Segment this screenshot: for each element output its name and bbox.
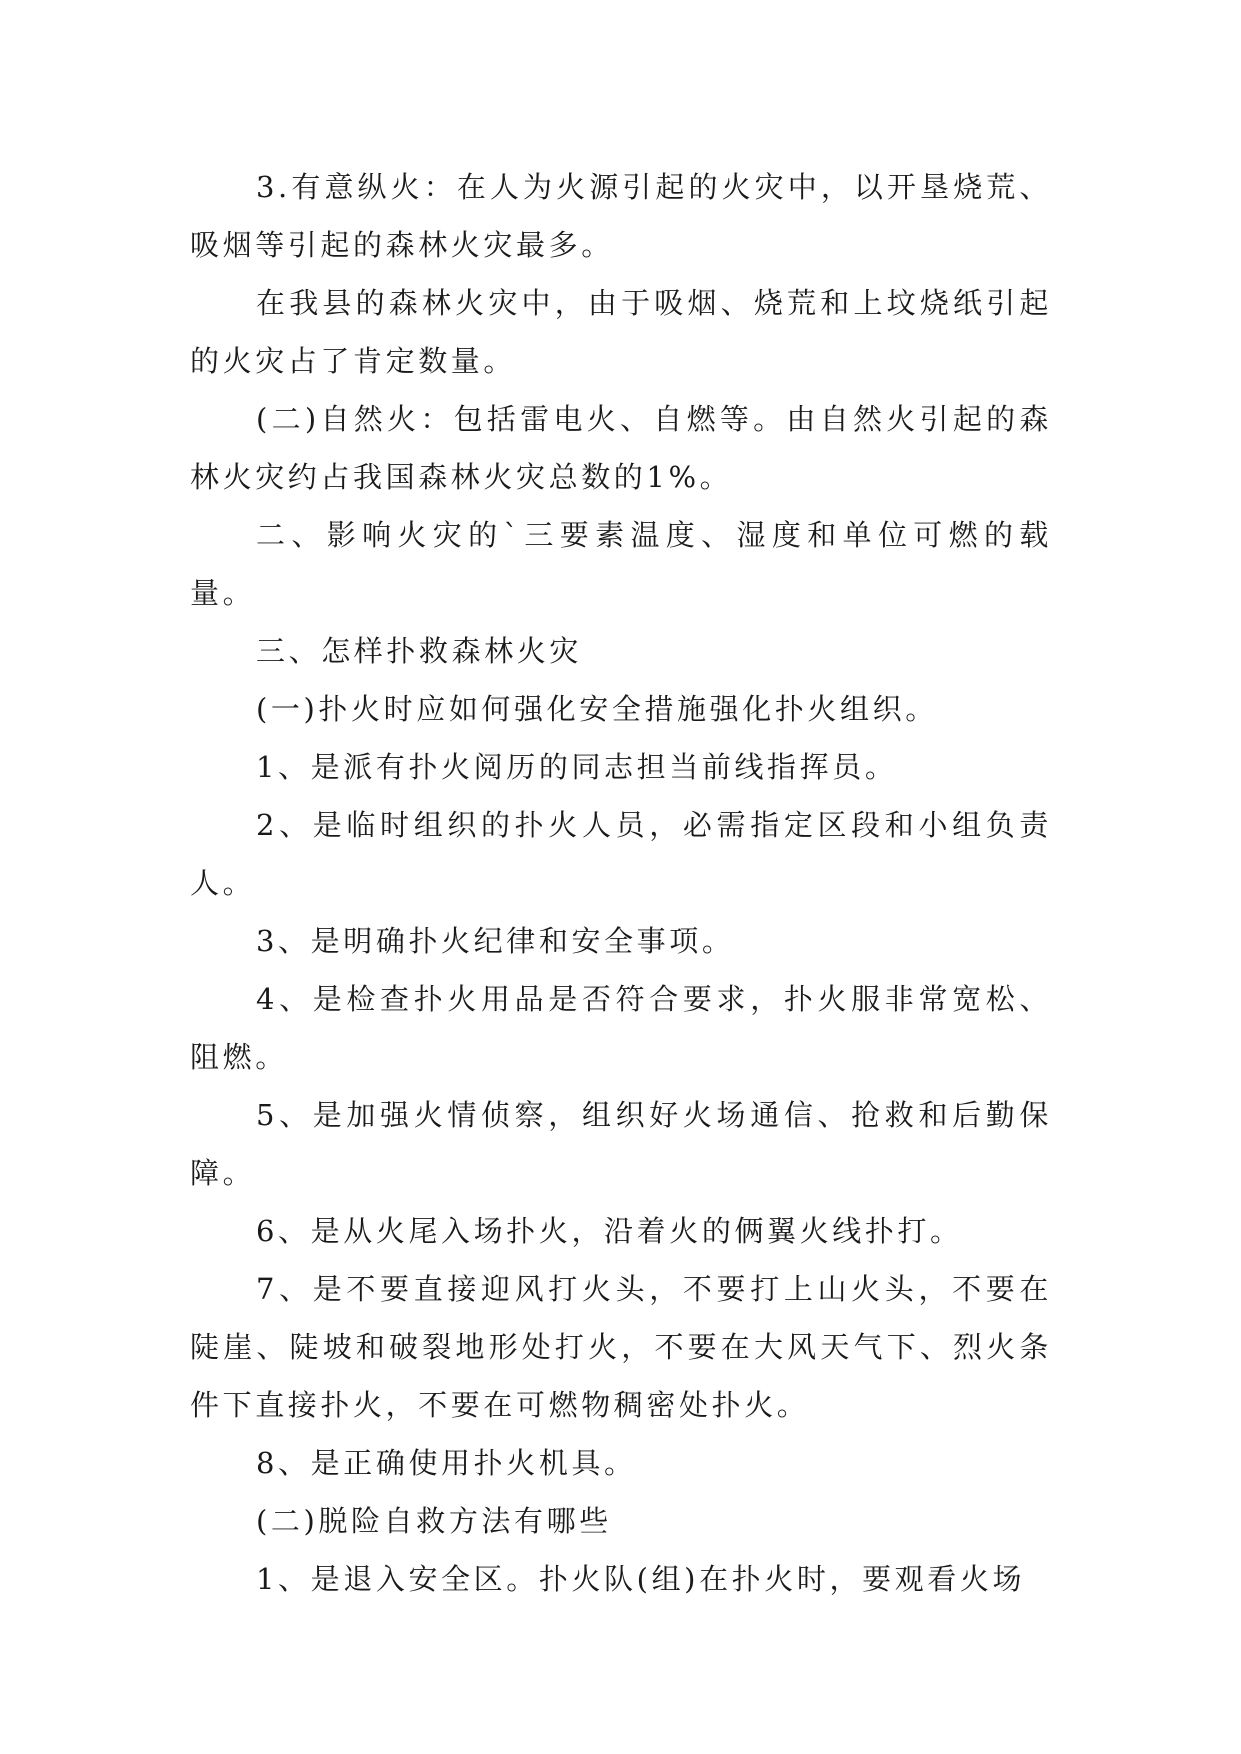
heading-how-to-fight: 三、怎样扑救森林火灾	[256, 634, 583, 668]
paragraph-natural-fire: (二)自然火：包括雷电火、自燃等。由自然火引起的森林火灾约占我国森林火灾总数的1%。	[190, 402, 1052, 494]
list-item-1: 1、是派有扑火阅历的同志担当前线指挥员。	[256, 750, 898, 784]
paragraph-county-fires: 在我县的森林火灾中，由于吸烟、烧荒和上坟烧纸引起的火灾占了肯定数量。	[190, 286, 1052, 378]
subheading-safety-measures: (一)扑火时应如何强化安全措施强化扑火组织。	[256, 692, 938, 726]
list-item-3: 3、是明确扑火纪律和安全事项。	[256, 924, 735, 958]
list-item-escape-1: 1、是退入安全区。扑火队(组)在扑火时，要观看火场	[256, 1562, 1026, 1596]
list-item-2: 2、是临时组织的扑火人员，必需指定区段和小组负责人。	[190, 808, 1052, 900]
paragraph-arson: 3.有意纵火：在人为火源引起的火灾中，以开垦烧荒、吸烟等引起的森林火灾最多。	[190, 170, 1052, 262]
list-item-4: 4、是检查扑火用品是否符合要求，扑火服非常宽松、阻燃。	[190, 982, 1052, 1074]
subheading-self-rescue: (二)脱险自救方法有哪些	[256, 1504, 612, 1538]
document-page	[190, 158, 1052, 1608]
heading-three-factors: 二、影响火灾的`三要素温度、湿度和单位可燃的载量。	[190, 518, 1052, 610]
list-item-6: 6、是从火尾入场扑火，沿着火的俩翼火线扑打。	[256, 1214, 963, 1248]
list-item-7: 7、是不要直接迎风打火头，不要打上山火头，不要在陡崖、陡坡和破裂地形处打火，不要在大风天气下、烈火条件下直接扑火，不要在可燃物稠密处扑火。	[190, 1272, 1052, 1422]
list-item-8: 8、是正确使用扑火机具。	[256, 1446, 637, 1480]
list-item-5: 5、是加强火情侦察，组织好火场通信、抢救和后勤保障。	[190, 1098, 1052, 1190]
